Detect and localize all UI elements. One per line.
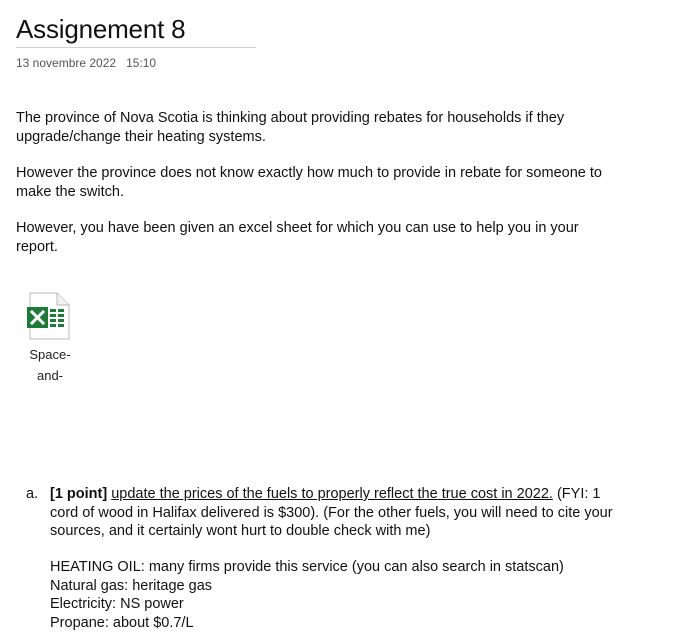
rebate-paragraph: However the province does not know exactly how much to provide in rebate for someone to make the switch. [16,165,602,200]
attachment-filename-line1: Space- [29,347,71,362]
fuel-heating-oil: HEATING OIL: many firms provide this service (you can also search in statscan) [50,559,564,575]
note-title[interactable]: Assignement 8 [16,14,186,44]
question-marker: a. [26,486,39,502]
fuel-electricity: Electricity: NS power [50,596,184,612]
question-points: [1 point] [50,486,108,502]
question-task: update the prices of the fuels to properly reflect the true cost in 2022. [111,486,553,502]
attachment-filename-line2: and- [36,368,64,383]
title-divider [16,47,256,48]
attachment-filename [24,344,76,386]
excel-paragraph: However, you have been given an excel sheet for which you can use to help you in your report. [16,220,579,255]
intro-paragraph: The province of Nova Scotia is thinking about providing rebates for households if they upgrade/change their heating systems. [16,110,565,145]
note-time: 15:10 [126,56,157,70]
note-timestamp [16,56,156,70]
question-details: (FYI: 1 cord of wood in Halifax delivered is $300). (For the other fuels, you will need to cite your sources, and it certainly wont hurt to double check with me) [50,486,613,539]
fuel-natural-gas: Natural gas: heritage gas [50,577,213,594]
question-a-text [50,485,630,541]
fuel-propane: Propane: about $0.7/L [50,614,194,631]
fuel-list [50,558,564,632]
note-date: 13 novembre 2022 [16,56,117,70]
excel-file-icon [26,292,70,340]
